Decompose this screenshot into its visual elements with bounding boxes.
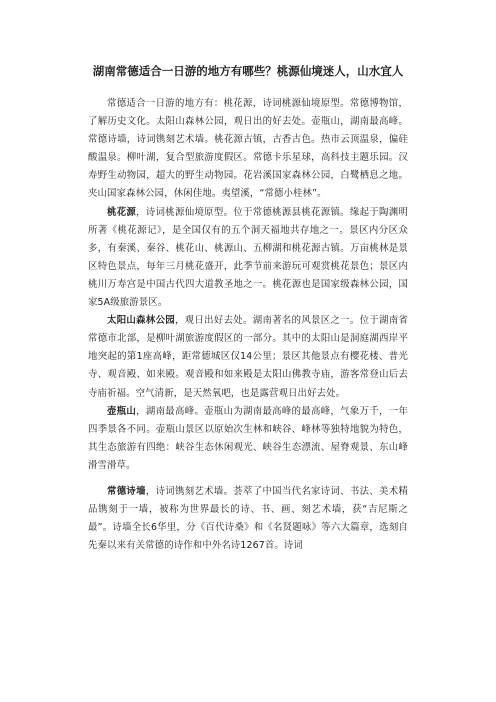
- paragraph-intro: [88, 95, 408, 204]
- paragraph-text: ，诗词桃源仙境原型。位于常德桃源县桃花源镇。缘起于陶渊明所著《桃花源记》，是全国仅有的五个洞天福地共存地之一。景区内分区众多，有秦溪、秦谷、桃花山、桃源山、五柳湖和桃花源古镇。万亩桃林是景区特色景点，每年三月桃花盛开，此季节前来游玩可观赏桃花景色；景区内桃川万寿宫是中国古代四大道教圣地之一。桃花源也是国家级森林公园，国家5A级旅游景区。: [88, 206, 409, 309]
- paragraph-lead: 常德诗墙: [107, 485, 146, 497]
- paragraph-text: 常德适合一日游的地方有：桃花源，诗词桃源仙境原型。常德博物馆，了解历史文化。太阳山森林公园，观日出的好去处。壶瓶山，湖南最高峰。常德诗墙，诗词镌刻艺术墙。桃花源古镇，古香古色。热市云顶温泉，偏硅酸温泉。柳叶湖，复合型旅游度假区。常德卡乐星球，高科技主题乐园。汉寿野生动物园，超大的野生动物园。花岩溪国家森林公园，白鹭栖息之地。夹山国家森林公园，休闲佳地。夷望溪，“常德小桂林”。: [88, 98, 408, 200]
- paragraph-text: ，湖南最高峰。壶瓶山为湖南最高峰的最高峰，气象万千，一年四季景各不同。壶瓶山景区以原始次生林和峡谷、峰林等独特地貌为特色，其生态旅游有四绝：峡谷生态休闲观光、峡谷生态漂流、屋脊观景、东山峰滑雪滑草。: [88, 405, 409, 471]
- document-body: [88, 95, 408, 555]
- paragraph-hupingshan: [88, 403, 408, 475]
- paragraph-lead: 桃花源: [107, 206, 137, 218]
- paragraph-text: ，诗词镌刻艺术墙。荟萃了中国当代名家诗词、书法、美术精品镌刻于一墙，被称为世界最长的诗、书、画、刻艺术墙，获“吉尼斯之最”。诗墙全长6华里，分《百代诗桑》和《名贤题咏》等六大篇章，选刻自先秦以来有关常德的诗作和中外名诗1267首。诗词: [88, 485, 408, 552]
- paragraph-taohuayuan: [88, 204, 408, 313]
- paragraph-spacer: [88, 475, 408, 483]
- paragraph-taiyangshan: [88, 312, 408, 402]
- paragraph-lead: 太阳山森林公园: [107, 315, 176, 327]
- document-title: 湖南常德适合一日游的地方有哪些？桃源仙境迷人，山水宜人: [92, 64, 404, 78]
- paragraph-lead: 壶瓶山: [107, 405, 137, 417]
- paragraph-shiqiang: [88, 483, 408, 555]
- paragraph-text: ，观日出好去处。湖南著名的风景区之一。位于湖南省常德市北部，是柳叶湖旅游度假区的一部分。其中的太阳山是洞庭湖西岸平地突起的第1座高峰，距常德城区仅14公里；景区其他景点有樱花楼、普光寺、观音殿、如来殿。观音殿和如来殿是太阳山佛教寺庙，游客常登山后去寺庙祈福。空气清新，是天然氧吧，也是露营观日出好去处。: [88, 315, 408, 399]
